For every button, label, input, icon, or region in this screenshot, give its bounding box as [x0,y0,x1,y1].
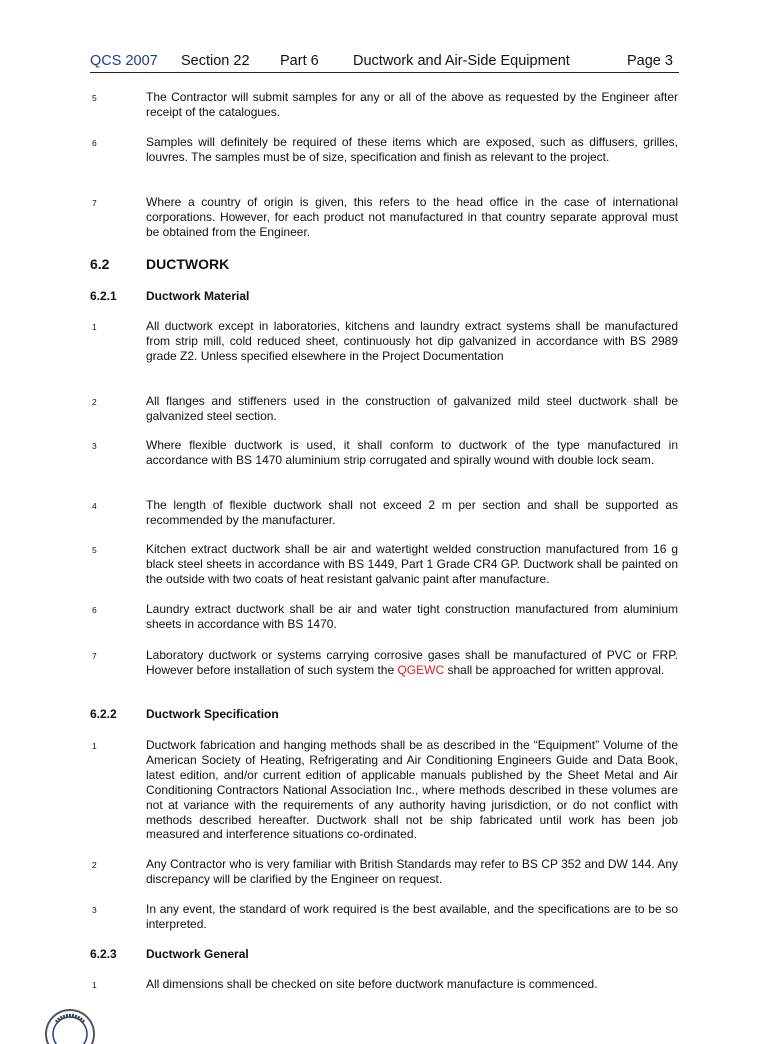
subsection-heading: Ductwork General [146,947,249,961]
item-text: All ductwork except in laboratories, kitchens and laundry extract systems shall be manufactured from strip mill, cold reduced sheet, continuously hot dip galvanized in accordance with BS 2989 grade Z2. Unless specified elsewhere in the Project Documentation [146,319,678,363]
header-title: Ductwork and Air-Side Equipment [353,53,570,69]
section-number: 6.2 [90,256,110,272]
subsection-number: 6.2.3 [90,947,117,961]
item-text: All dimensions shall be checked on site before ductwork manufacture is commenced. [146,977,598,991]
item-text: The Contractor will submit samples for any or all of the above as requested by the Engineer after receipt of the catalogues. [146,90,678,119]
item-text-part: shall be approached for written approval. [444,662,665,677]
item-number: 7 [92,651,97,661]
item-text: The length of flexible ductwork shall not exceed 2 m per section and shall be supported as recommended by the manufacturer. [146,498,678,527]
item-text: Where a country of origin is given, this refers to the head office in the case of international corporations. However, for each product not manufactured in that country separate approval must be obtained from the Engineer. [146,195,678,239]
item-number: 6 [92,605,97,615]
header-code: QCS 2007 [90,53,158,69]
item-number: 2 [92,860,97,870]
header-section: Section 22 [181,53,250,69]
qatar-standards-logo [40,1004,100,1044]
item-number: 7 [92,198,97,208]
subsection-heading: Ductwork Material [146,289,250,303]
item-text: Kitchen extract ductwork shall be air and watertight welded construction manufactured from 16 g black steel sheets in accordance with BS 1449, Part 1 Grade CR4 GP. Ductwork shall be painted on the outside with two coats of heat resistant galvanic paint after manufacture. [146,542,678,586]
subsection-heading: Ductwork Specification [146,707,279,721]
header-part: Part 6 [280,53,319,69]
item-text: All flanges and stiffeners used in the construction of galvanized mild steel ductwork shall be galvanized steel section. [146,394,678,423]
item-number: 5 [92,93,97,103]
item-number: 1 [92,980,97,990]
item-text: Ductwork fabrication and hanging methods shall be as described in the “Equipment” Volume of the American Society of Heating, Refrigerating and Air Conditioning Engineers Guide and Data Book, latest edition, and/or current edition of applicable manuals published by the Sheet Metal and Air Conditioning Contractors National Association Inc., where methods described in these volumes are not at variance with the requirements of any authority having jurisdiction, or do not conflict with methods described hereafter. Ductwork shall not be ship fabricated until work has been job measured and interference situations co-ordinated. [146,738,678,842]
item-number: 3 [92,441,97,451]
item-number: 2 [92,397,97,407]
item-text [146,648,678,678]
section-heading: DUCTWORK [146,256,230,272]
item-number: 4 [92,501,97,511]
item-number: 6 [92,138,97,148]
item-text: Where flexible ductwork is used, it shall conform to ductwork of the type manufactured in accordance with BS 1470 aluminium strip corrugated and spirally wound with double lock seam. [146,438,678,467]
item-number: 1 [92,322,97,332]
item-text-part: Laboratory ductwork or systems carrying corrosive gases shall be manufactured of PVC or FRP. However before installation of such system the [146,648,678,677]
header-rule [90,72,679,73]
item-number: 3 [92,905,97,915]
item-text: Laundry extract ductwork shall be air and water tight construction manufactured from aluminium sheets in accordance with BS 1470. [146,602,678,631]
item-text: Any Contractor who is very familiar with British Standards may refer to BS CP 352 and DW 144. Any discrepancy will be clarified by the Engineer on request. [146,857,678,886]
header-page: Page 3 [627,53,673,69]
qgewc-link[interactable]: QGEWC [397,662,445,677]
item-text: Samples will definitely be required of these items which are exposed, such as diffusers, grilles, louvres. The samples must be of size, specification and finish as relevant to the project. [146,135,678,164]
subsection-number: 6.2.1 [90,289,117,303]
item-number: 5 [92,545,97,555]
page-header [90,52,678,72]
subsection-number: 6.2.2 [90,707,117,721]
item-number: 1 [92,741,97,751]
item-text: In any event, the standard of work required is the best available, and the specifications are to be so interpreted. [146,902,678,931]
